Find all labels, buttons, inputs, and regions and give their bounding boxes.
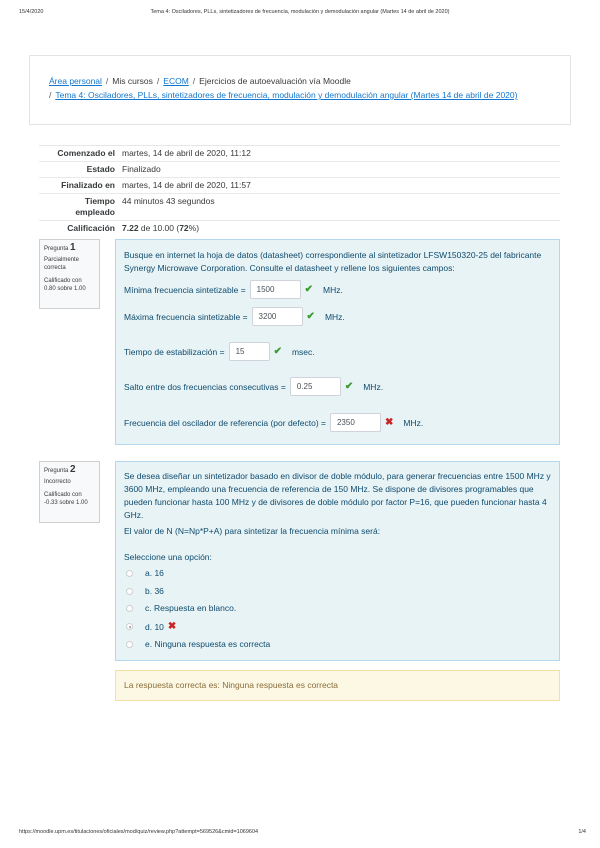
option-label: e. Ninguna respuesta es correcta [145, 639, 271, 649]
field-label: Máxima frecuencia sintetizable = [124, 311, 248, 322]
grade-score: 7.22 [122, 223, 139, 233]
answer-field-ref-osc [124, 413, 423, 432]
field-label: Mínima frecuencia sintetizable = [124, 284, 246, 295]
summary-label-line: Tiempo [84, 196, 115, 206]
answer-field-step [124, 377, 383, 396]
breadcrumb [49, 74, 559, 102]
field-unit: MHz. [363, 381, 384, 392]
question-label: Pregunta [44, 468, 69, 474]
summary-label: Estado [86, 164, 115, 174]
check-icon: ✔ [344, 381, 354, 392]
summary-value: martes, 14 de abril de 2020, 11:12 [122, 148, 251, 158]
option-label: d. 10 [145, 621, 164, 632]
breadcrumb-ecom[interactable]: ECOM [163, 76, 189, 86]
field-unit: MHz. [324, 311, 345, 322]
breadcrumb-box [29, 55, 571, 125]
summary-row-time [39, 194, 560, 221]
option-b[interactable] [126, 586, 164, 596]
cross-icon: ✖ [167, 621, 177, 632]
question-number-value: 2 [70, 464, 76, 475]
print-date: 15/4/2020 [19, 9, 44, 15]
question-state: Incorrecto [44, 479, 71, 485]
field-unit: MHz. [323, 284, 343, 295]
print-title: Tema 4: Osciladores, PLLs, sintetizadores de frecuencia, modulación y demodulación angular (Martes 14 de abril de 2020) [150, 9, 450, 15]
print-page-count: 1/4 [578, 829, 586, 835]
correct-answer-feedback: La respuesta correcta es: Ninguna respuesta es correcta [115, 670, 560, 701]
summary-row-state [39, 162, 560, 178]
summary-row-grade [39, 221, 560, 236]
summary-label [39, 196, 122, 218]
min-freq-input[interactable]: 1500 [250, 280, 301, 299]
summary-label-line: empleado [75, 207, 115, 217]
breadcrumb-ejercicios: Ejercicios de autoevaluación vía Moodle [199, 76, 351, 86]
breadcrumb-separator: / [192, 76, 196, 86]
option-label: a. 16 [145, 568, 164, 578]
print-url: https://moodle.upm.es/titulaciones/oficiales/mod/quiz/review.php?attempt=569526&cmid=1069604 [19, 829, 259, 835]
question-state: Parcialmente correcta [44, 257, 80, 271]
grade-close: %) [188, 223, 200, 233]
answer-field-settling-time [124, 342, 315, 361]
option-d[interactable] [126, 621, 183, 632]
question-text: Se desea diseñar un sintetizador basado en divisor de doble módulo, para generar frecuencias entre 1500 MHz y 3600 MHz, empleando una frecuencia de referencia de 150 MHz. Se dispone de divisores programables que pueden funcionar hasta 100 MHz y de divisores de doble módulo por factor P=16, que pueden funcionar hasta 4 GHz. [124, 471, 551, 520]
option-c[interactable] [126, 603, 236, 613]
field-label: Frecuencia del oscilador de referencia (por defecto) = [124, 417, 326, 428]
radio-button[interactable] [126, 605, 133, 612]
check-icon: ✔ [304, 284, 314, 295]
max-freq-input[interactable]: 3200 [252, 307, 303, 326]
question-text: Busque en internet la hoja de datos (datasheet) correspondiente al sintetizador LFSW150320-25 del fabricante Synergy Microwave Corporation. Consulte el datasheet y rellene los siguientes campos: [124, 250, 542, 273]
summary-label: Calificación [67, 223, 115, 233]
question-label: Pregunta [44, 246, 69, 252]
option-label: b. 36 [145, 586, 164, 596]
answer-field-max-freq [124, 307, 345, 326]
summary-row-finished [39, 178, 560, 194]
check-icon: ✔ [306, 311, 315, 322]
breadcrumb-separator: / [105, 76, 109, 86]
option-a[interactable] [126, 568, 164, 578]
question-2-info [39, 461, 100, 523]
breadcrumb-tema4[interactable]: Tema 4: Osciladores, PLLs, sintetizadores de frecuencia, modulación y demodulación angular (Martes 14 de abril de 2020) [55, 90, 518, 100]
field-unit: msec. [291, 346, 315, 357]
question-grade: Calificado con 0.80 sobre 1.00 [44, 278, 86, 292]
summary-value [122, 223, 560, 234]
field-label: Salto entre dos frecuencias consecutivas = [124, 381, 286, 392]
step-input[interactable]: 0.25 [290, 377, 341, 396]
question-number [44, 466, 95, 475]
question-2-content [115, 461, 560, 661]
settling-time-input[interactable]: 15 [229, 342, 270, 361]
field-unit: MHz. [403, 417, 424, 428]
summary-label: Comenzado el [57, 148, 115, 158]
question-1-content [115, 239, 560, 445]
option-e[interactable] [126, 639, 270, 649]
breadcrumb-separator: / [49, 90, 52, 100]
radio-button[interactable] [126, 570, 133, 577]
check-icon: ✔ [273, 346, 282, 357]
breadcrumb-area-personal[interactable]: Área personal [49, 76, 102, 86]
question-number [44, 244, 95, 253]
breadcrumb-separator: / [156, 76, 160, 86]
ref-osc-input[interactable]: 2350 [330, 413, 381, 432]
cross-icon: ✖ [384, 417, 394, 428]
question-subtext: El valor de N (N=Np*P+A) para sintetizar la frecuencia mínima será: [124, 526, 381, 536]
summary-label: Finalizado en [61, 180, 115, 190]
radio-button-checked[interactable] [126, 623, 133, 630]
summary-value: Finalizado [122, 164, 161, 174]
question-grade: Calificado con -0.33 sobre 1.00 [44, 492, 88, 506]
grade-percent: 72 [179, 223, 189, 233]
radio-button[interactable] [126, 588, 133, 595]
answer-prompt: Seleccione una opción: [124, 552, 212, 562]
field-label: Tiempo de estabilización = [124, 346, 225, 357]
summary-row-started [39, 146, 560, 162]
answer-field-min-freq [124, 280, 343, 299]
question-1-info [39, 239, 100, 309]
radio-button[interactable] [126, 641, 133, 648]
grade-rest: de 10.00 ( [140, 223, 180, 233]
option-label: c. Respuesta en blanco. [145, 603, 237, 613]
summary-value: martes, 14 de abril de 2020, 11:57 [122, 180, 251, 190]
attempt-summary [39, 146, 560, 236]
breadcrumb-mis-cursos: Mis cursos [112, 76, 153, 86]
question-number-value: 1 [70, 242, 76, 253]
summary-value: 44 minutos 43 segundos [122, 196, 215, 206]
